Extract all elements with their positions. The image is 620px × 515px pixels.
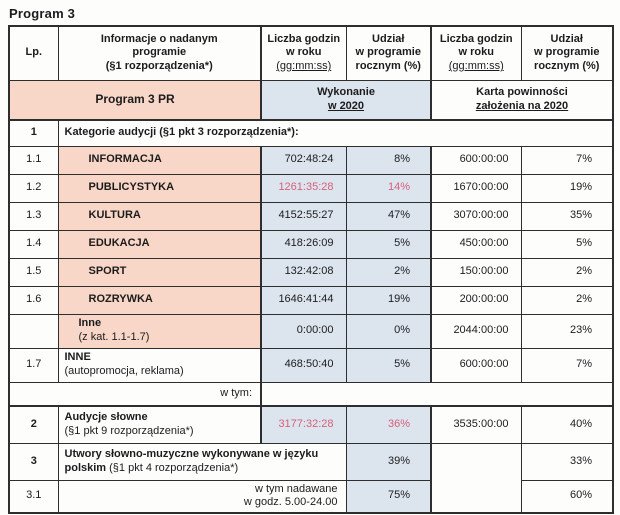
wykonanie-share: 8% xyxy=(346,146,431,174)
table-row-1-7 xyxy=(9,348,613,382)
lp-cell: 1.5 xyxy=(9,258,58,286)
table-row-1-4 xyxy=(9,230,613,258)
header-share-karta: Udział w programie rocznym (%) xyxy=(521,26,613,80)
lp-cell: 1.1 xyxy=(9,146,58,174)
table-row-1-3 xyxy=(9,202,613,230)
w-tym-label: w tym: xyxy=(9,382,261,406)
wykonanie-share: 5% xyxy=(346,230,431,258)
wykonanie-title-cell: Wykonanie w 2020 xyxy=(261,80,431,120)
audycje-slowne-label: Audycje słowne (§1 pkt 9 rozporządzenia*) xyxy=(58,406,261,443)
category-label: PUBLICYSTYKA xyxy=(58,174,261,202)
lp-cell: 1.7 xyxy=(9,348,58,382)
lp-cell: 2 xyxy=(9,406,58,443)
table-row-inne xyxy=(9,314,613,348)
section-1-label: Kategorie audycji (§1 pkt 3 rozporządzenia*): xyxy=(58,120,613,146)
inne-label: Inne (z kat. 1.1-1.7) xyxy=(58,314,261,348)
section-1-row xyxy=(9,120,613,146)
program-name-row xyxy=(9,80,613,120)
karta-share: 33% xyxy=(521,443,613,480)
wykonanie-hours-highlighted: 3177:32:28 xyxy=(261,406,346,443)
karta-hours: 3070:00:00 xyxy=(431,202,521,230)
wykonanie-share: 47% xyxy=(346,202,431,230)
w-tym-nadawane-label: w tym nadawane w godz. 5.00-24.00 xyxy=(58,480,346,513)
karta-hours: 150:00:00 xyxy=(431,258,521,286)
karta-hours-empty-merged xyxy=(431,443,521,513)
lp-cell: 1.4 xyxy=(9,230,58,258)
karta-hours: 200:00:00 xyxy=(431,286,521,314)
table-row-1-6 xyxy=(9,286,613,314)
page-title: Program 3 xyxy=(9,6,76,21)
karta-title-cell: Karta powinności założenia na 2020 xyxy=(431,80,613,120)
category-label: EDUKACJA xyxy=(58,230,261,258)
w-tym-row xyxy=(9,382,613,406)
karta-hours: 600:00:00 xyxy=(431,146,521,174)
lp-cell: 3 xyxy=(9,443,58,480)
program-name-cell: Program 3 PR xyxy=(9,80,261,120)
w-tym-empty-cell xyxy=(261,382,613,406)
wykonanie-share: 2% xyxy=(346,258,431,286)
wykonanie-hours-highlighted: 1261:35:28 xyxy=(261,174,346,202)
karta-share: 60% xyxy=(521,480,613,513)
karta-share: 5% xyxy=(521,230,613,258)
wykonanie-hours: 418:26:09 xyxy=(261,230,346,258)
karta-hours: 1670:00:00 xyxy=(431,174,521,202)
karta-share: 7% xyxy=(521,348,613,382)
lp-cell-empty xyxy=(9,314,58,348)
table-row-1-5 xyxy=(9,258,613,286)
wykonanie-share-highlighted: 14% xyxy=(346,174,431,202)
karta-share: 7% xyxy=(521,146,613,174)
wykonanie-hours: 702:48:24 xyxy=(261,146,346,174)
wykonanie-share: 0% xyxy=(346,314,431,348)
header-info: Informacje o nadanym programie (§1 rozporządzenia*) xyxy=(58,26,261,80)
table-row-2 xyxy=(9,406,613,443)
wykonanie-hours: 132:42:08 xyxy=(261,258,346,286)
karta-hours: 2044:00:00 xyxy=(431,314,521,348)
category-label: INFORMACJA xyxy=(58,146,261,174)
karta-share: 23% xyxy=(521,314,613,348)
category-label: KULTURA xyxy=(58,202,261,230)
wykonanie-share: 39% xyxy=(346,443,431,480)
wykonanie-share-highlighted: 36% xyxy=(346,406,431,443)
wykonanie-share: 75% xyxy=(346,480,431,513)
utwory-slowno-muzyczne-label: Utwory słowno-muzyczne wykonywane w języku polskim (§1 pkt 4 rozporządzenia*) xyxy=(58,443,346,480)
table-row-3-1 xyxy=(9,480,613,513)
karta-share: 2% xyxy=(521,286,613,314)
karta-share: 2% xyxy=(521,258,613,286)
lp-cell: 3.1 xyxy=(9,480,58,513)
karta-hours: 3535:00:00 xyxy=(431,406,521,443)
section-1-lp: 1 xyxy=(9,120,58,146)
lp-cell: 1.2 xyxy=(9,174,58,202)
karta-share: 19% xyxy=(521,174,613,202)
category-label: ROZRYWKA xyxy=(58,286,261,314)
table-row-1-1 xyxy=(9,146,613,174)
wykonanie-share: 19% xyxy=(346,286,431,314)
header-lp: Lp. xyxy=(9,26,58,80)
wykonanie-hours: 1646:41:44 xyxy=(261,286,346,314)
lp-cell: 1.6 xyxy=(9,286,58,314)
wykonanie-hours: 0:00:00 xyxy=(261,314,346,348)
header-share-wykonanie: Udział w programie rocznym (%) xyxy=(346,26,431,80)
inne-autopromocja-label: INNE (autopromocja, reklama) xyxy=(58,348,261,382)
header-hours-karta: Liczba godzin w roku (gg:mm:ss) xyxy=(431,26,521,80)
table-row-1-2 xyxy=(9,174,613,202)
header-hours-wykonanie: Liczba godzin w roku (gg:mm:ss) xyxy=(261,26,346,80)
header-row xyxy=(9,26,613,80)
karta-hours: 450:00:00 xyxy=(431,230,521,258)
wykonanie-share: 5% xyxy=(346,348,431,382)
karta-share: 35% xyxy=(521,202,613,230)
lp-cell: 1.3 xyxy=(9,202,58,230)
karta-hours: 600:00:00 xyxy=(431,348,521,382)
karta-share: 40% xyxy=(521,406,613,443)
program-report-table xyxy=(8,25,614,514)
wykonanie-hours: 468:50:40 xyxy=(261,348,346,382)
table-row-3 xyxy=(9,443,613,480)
category-label: SPORT xyxy=(58,258,261,286)
wykonanie-hours: 4152:55:27 xyxy=(261,202,346,230)
